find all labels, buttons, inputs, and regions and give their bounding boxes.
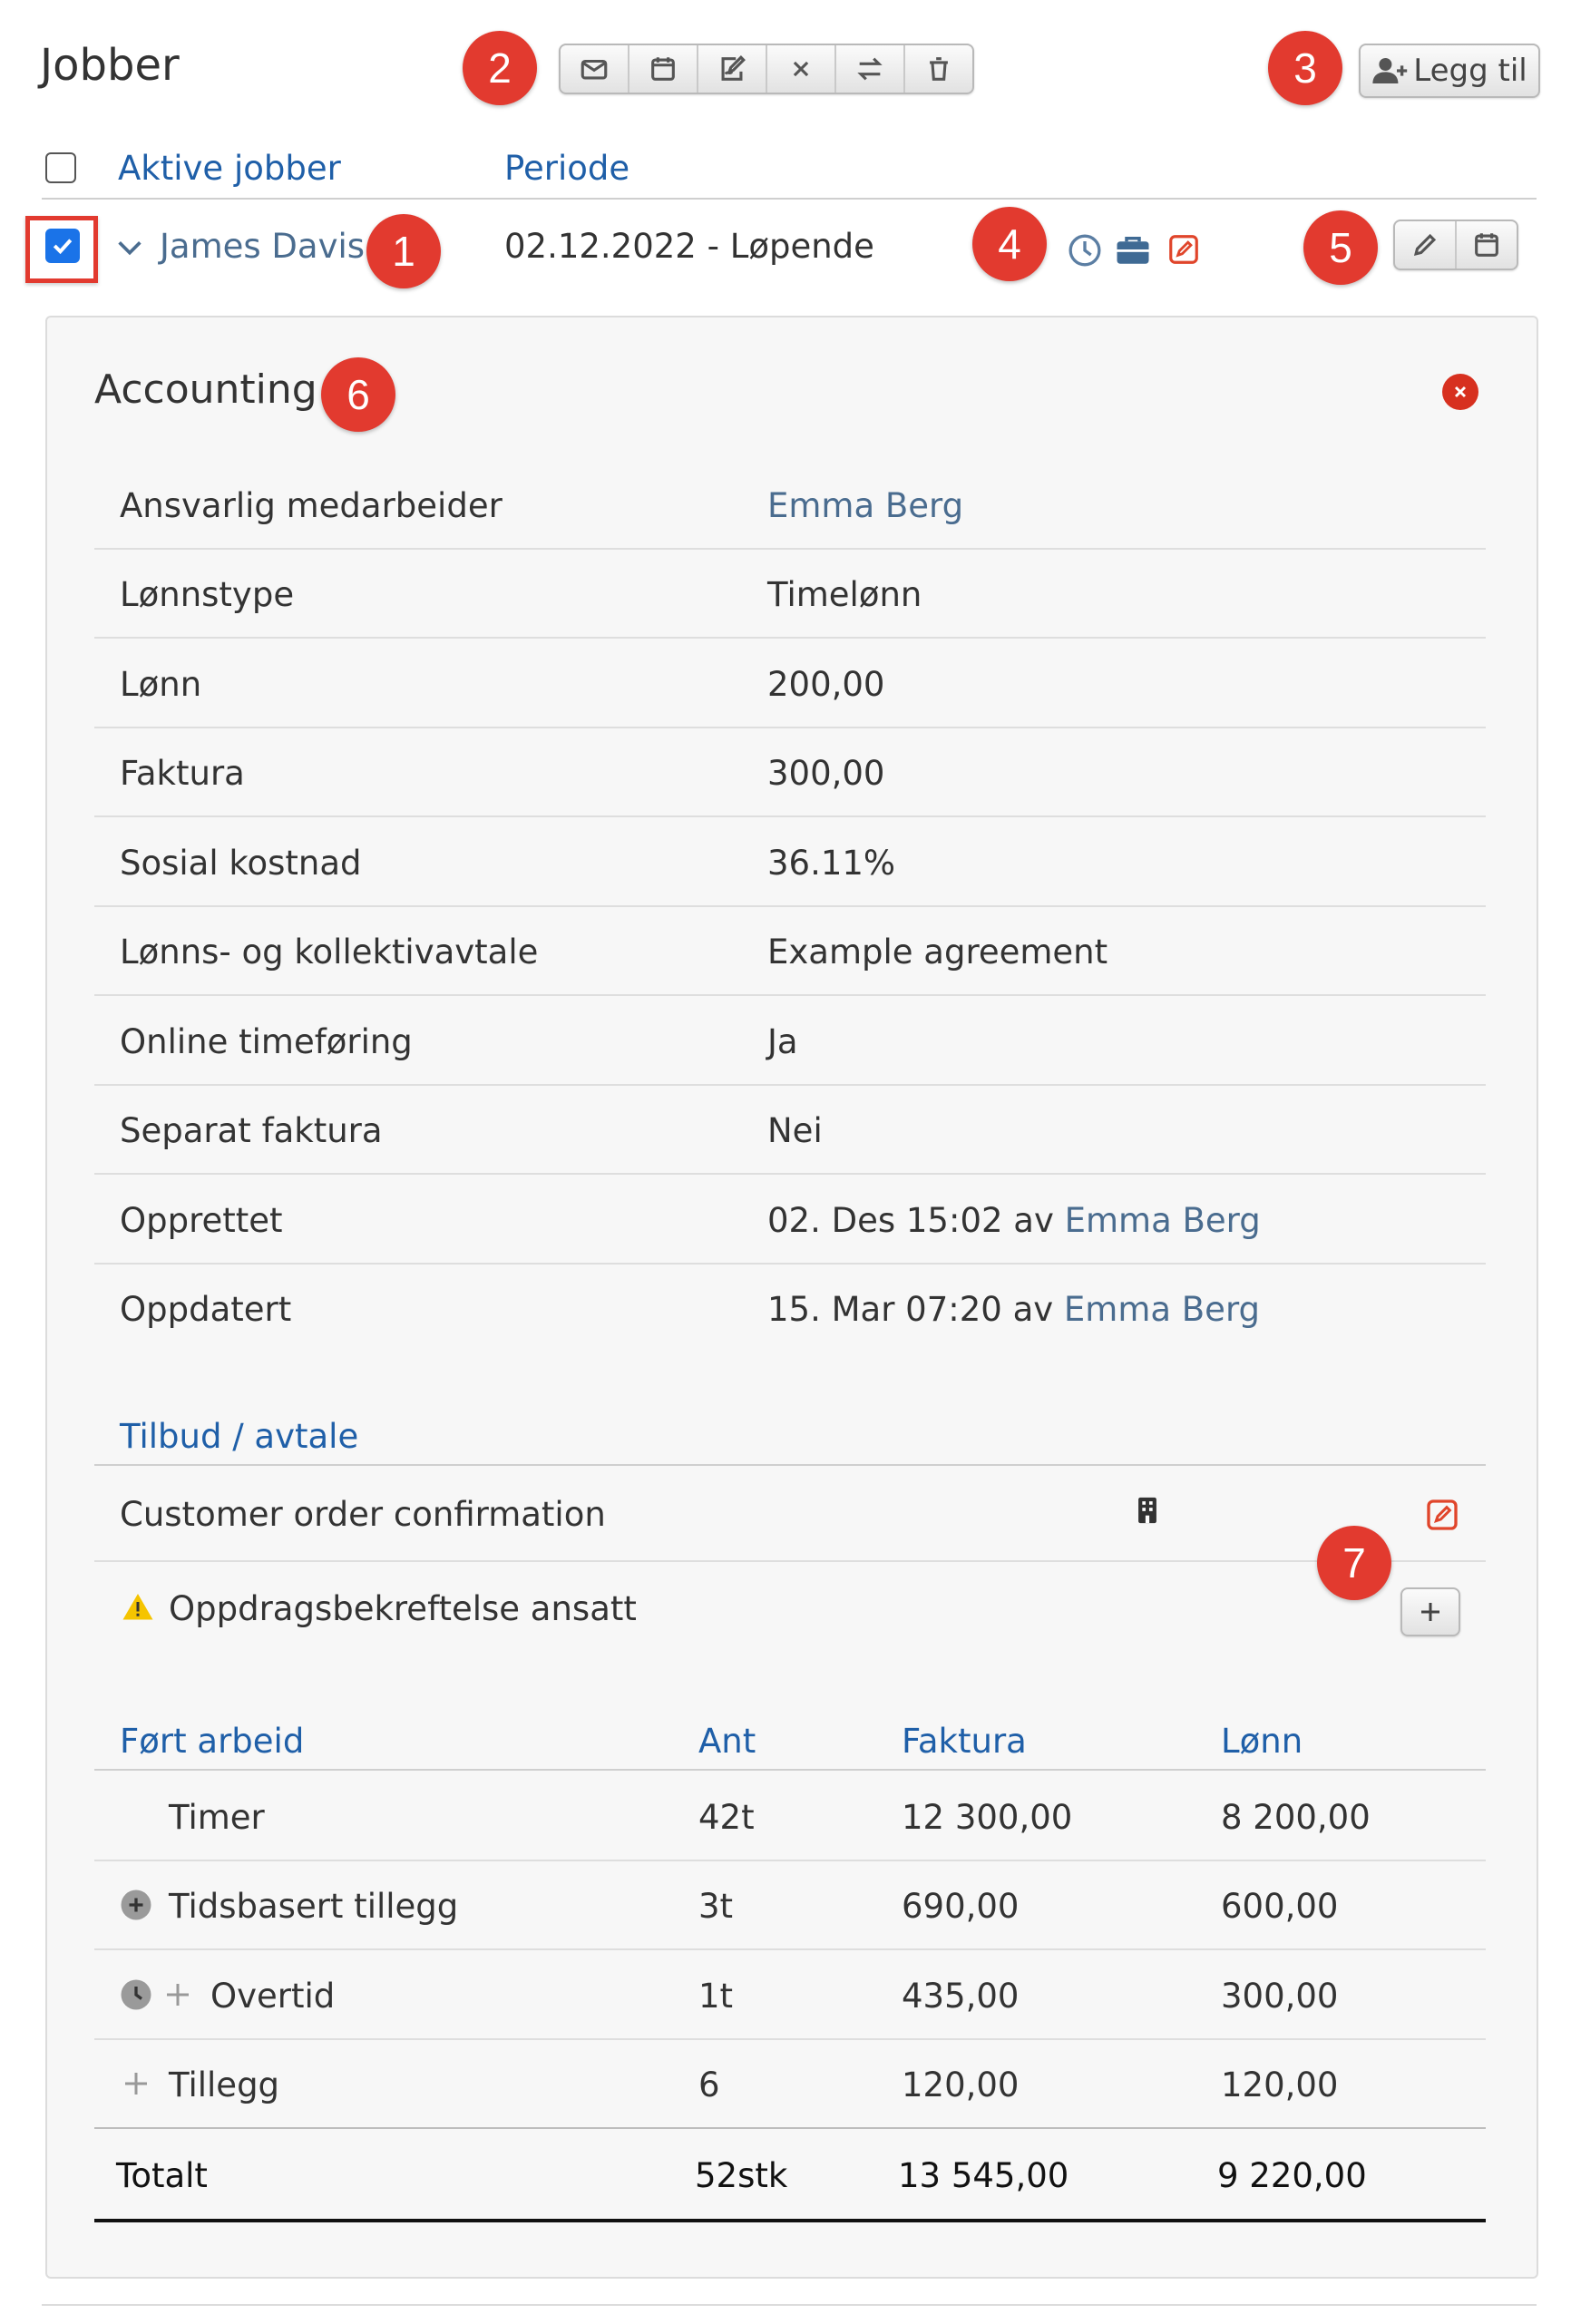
trash-icon[interactable] xyxy=(905,45,972,93)
work-salary: 600,00 xyxy=(1221,1887,1339,1926)
total-invoice: 13 545,00 xyxy=(898,2156,1069,2195)
annotation-badge-5: 5 xyxy=(1303,210,1378,285)
add-job-button[interactable] xyxy=(1359,44,1540,98)
work-row xyxy=(94,1771,1486,1861)
work-salary: 300,00 xyxy=(1221,1977,1339,2016)
page-title: Jobber xyxy=(40,40,180,91)
column-header-period[interactable]: Periode xyxy=(504,149,630,188)
updated-by-link[interactable]: Emma Berg xyxy=(1063,1290,1260,1329)
offer-item-label: Oppdragsbekreftelse ansatt xyxy=(169,1589,637,1628)
close-icon[interactable] xyxy=(767,45,836,93)
swap-icon[interactable] xyxy=(836,45,905,93)
edit-note-icon[interactable] xyxy=(1166,232,1201,267)
signature-icon[interactable] xyxy=(698,45,767,93)
responsible-employee-link[interactable]: Emma Berg xyxy=(767,486,964,525)
mail-icon[interactable] xyxy=(561,45,629,93)
edit-offer-icon[interactable] xyxy=(1424,1497,1460,1533)
work-header-salary: Lønn xyxy=(1221,1722,1303,1761)
detail-label: Online timeføring xyxy=(120,1022,413,1061)
total-underline xyxy=(94,2219,1486,2222)
add-user-icon xyxy=(1371,55,1410,86)
detail-value: Nei xyxy=(767,1111,823,1150)
detail-label: Oppdatert xyxy=(120,1290,292,1329)
checkmark-icon xyxy=(49,232,76,259)
total-salary: 9 220,00 xyxy=(1217,2156,1367,2195)
offer-row xyxy=(94,1466,1486,1562)
work-count: 42t xyxy=(698,1798,755,1837)
close-icon xyxy=(1451,383,1469,401)
work-row xyxy=(94,2038,1486,2129)
total-count: 52stk xyxy=(695,2156,788,2195)
add-job-label: Legg til xyxy=(1413,53,1527,89)
chevron-down-icon[interactable] xyxy=(114,232,145,263)
detail-row xyxy=(94,727,1486,817)
job-period: 02.12.2022 - Løpende xyxy=(504,227,874,266)
clock-filled-icon xyxy=(120,1978,152,2011)
column-header-active-jobs[interactable]: Aktive jobber xyxy=(118,149,341,188)
detail-label: Lønnstype xyxy=(120,575,295,614)
detail-value: Timelønn xyxy=(767,575,922,614)
detail-label: Sosial kostnad xyxy=(120,844,362,883)
detail-label: Separat faktura xyxy=(120,1111,383,1150)
offer-item-label: Customer order confirmation xyxy=(120,1495,606,1534)
updated-date: 15. Mar 07:20 av xyxy=(767,1290,1054,1329)
work-header-count: Ant xyxy=(698,1722,756,1761)
header-divider xyxy=(42,198,1537,200)
work-row xyxy=(94,1949,1486,2040)
bottom-divider xyxy=(42,2304,1537,2306)
detail-value: Ja xyxy=(767,1022,798,1061)
work-name: Tidsbasert tillegg xyxy=(169,1887,459,1926)
work-invoice: 120,00 xyxy=(902,2065,1020,2104)
detail-value xyxy=(767,1201,1261,1240)
detail-label: Opprettet xyxy=(120,1201,283,1240)
plus-circle-icon[interactable] xyxy=(120,1889,152,1921)
work-count: 1t xyxy=(698,1977,734,2016)
work-invoice: 12 300,00 xyxy=(902,1798,1073,1837)
work-total-row xyxy=(94,2129,1486,2218)
total-label: Totalt xyxy=(116,2156,208,2195)
work-row xyxy=(94,1860,1486,1950)
work-invoice: 435,00 xyxy=(902,1977,1020,2016)
detail-row xyxy=(94,548,1486,639)
row-calendar-icon[interactable] xyxy=(1457,221,1517,269)
detail-value: 36.11% xyxy=(767,844,896,883)
offer-section-title: Tilbud / avtale xyxy=(120,1417,359,1456)
warning-icon xyxy=(120,1591,156,1624)
annotation-badge-3: 3 xyxy=(1268,31,1342,105)
detail-row xyxy=(94,995,1486,1086)
plus-icon[interactable] xyxy=(161,1978,194,2011)
work-invoice: 690,00 xyxy=(902,1887,1020,1926)
created-by-link[interactable]: Emma Berg xyxy=(1064,1201,1261,1240)
pencil-icon[interactable] xyxy=(1395,221,1457,269)
work-name: Timer xyxy=(169,1798,265,1837)
select-all-checkbox[interactable] xyxy=(45,152,76,183)
plus-icon[interactable] xyxy=(120,2067,152,2100)
work-salary: 8 200,00 xyxy=(1221,1798,1371,1837)
row-actions xyxy=(1393,220,1518,270)
detail-row xyxy=(94,1084,1486,1175)
row-checkbox[interactable] xyxy=(45,229,80,263)
panel-title: Accounting xyxy=(94,366,317,413)
annotation-badge-7: 7 xyxy=(1317,1526,1391,1600)
detail-row xyxy=(94,638,1486,728)
add-offer-button[interactable] xyxy=(1400,1587,1460,1636)
created-date: 02. Des 15:02 av xyxy=(767,1201,1054,1240)
calendar-icon[interactable] xyxy=(629,45,698,93)
detail-row xyxy=(94,816,1486,907)
detail-label: Lønns- og kollektivavtale xyxy=(120,933,539,972)
briefcase-icon[interactable] xyxy=(1114,230,1152,269)
annotation-badge-2: 2 xyxy=(463,31,537,105)
clock-icon[interactable] xyxy=(1067,232,1103,269)
detail-row xyxy=(94,905,1486,996)
plus-icon xyxy=(1417,1598,1444,1626)
annotation-badge-1: 1 xyxy=(366,214,441,288)
detail-label: Lønn xyxy=(120,665,202,704)
work-name: Overtid xyxy=(210,1977,336,2016)
annotation-badge-6: 6 xyxy=(321,357,395,432)
detail-label: Faktura xyxy=(120,754,245,793)
annotation-badge-4: 4 xyxy=(972,207,1047,281)
detail-label: Ansvarlig medarbeider xyxy=(120,486,503,525)
detail-value xyxy=(767,1290,1260,1329)
detail-value: 200,00 xyxy=(767,665,885,704)
building-icon xyxy=(1132,1493,1163,1528)
work-count: 6 xyxy=(698,2065,720,2104)
detail-row xyxy=(94,1174,1486,1265)
work-salary: 120,00 xyxy=(1221,2065,1339,2104)
detail-value: Example agreement xyxy=(767,933,1108,972)
close-panel-button[interactable] xyxy=(1442,374,1478,410)
work-name: Tillegg xyxy=(169,2065,280,2104)
bulk-action-toolbar xyxy=(559,44,974,94)
work-count: 3t xyxy=(698,1887,734,1926)
work-header-invoice: Faktura xyxy=(902,1722,1027,1761)
detail-value: 300,00 xyxy=(767,754,885,793)
detail-row xyxy=(94,459,1486,550)
work-header-name: Ført arbeid xyxy=(120,1722,305,1761)
employee-name-link[interactable]: James Davis xyxy=(160,227,366,266)
detail-row xyxy=(94,1263,1486,1352)
